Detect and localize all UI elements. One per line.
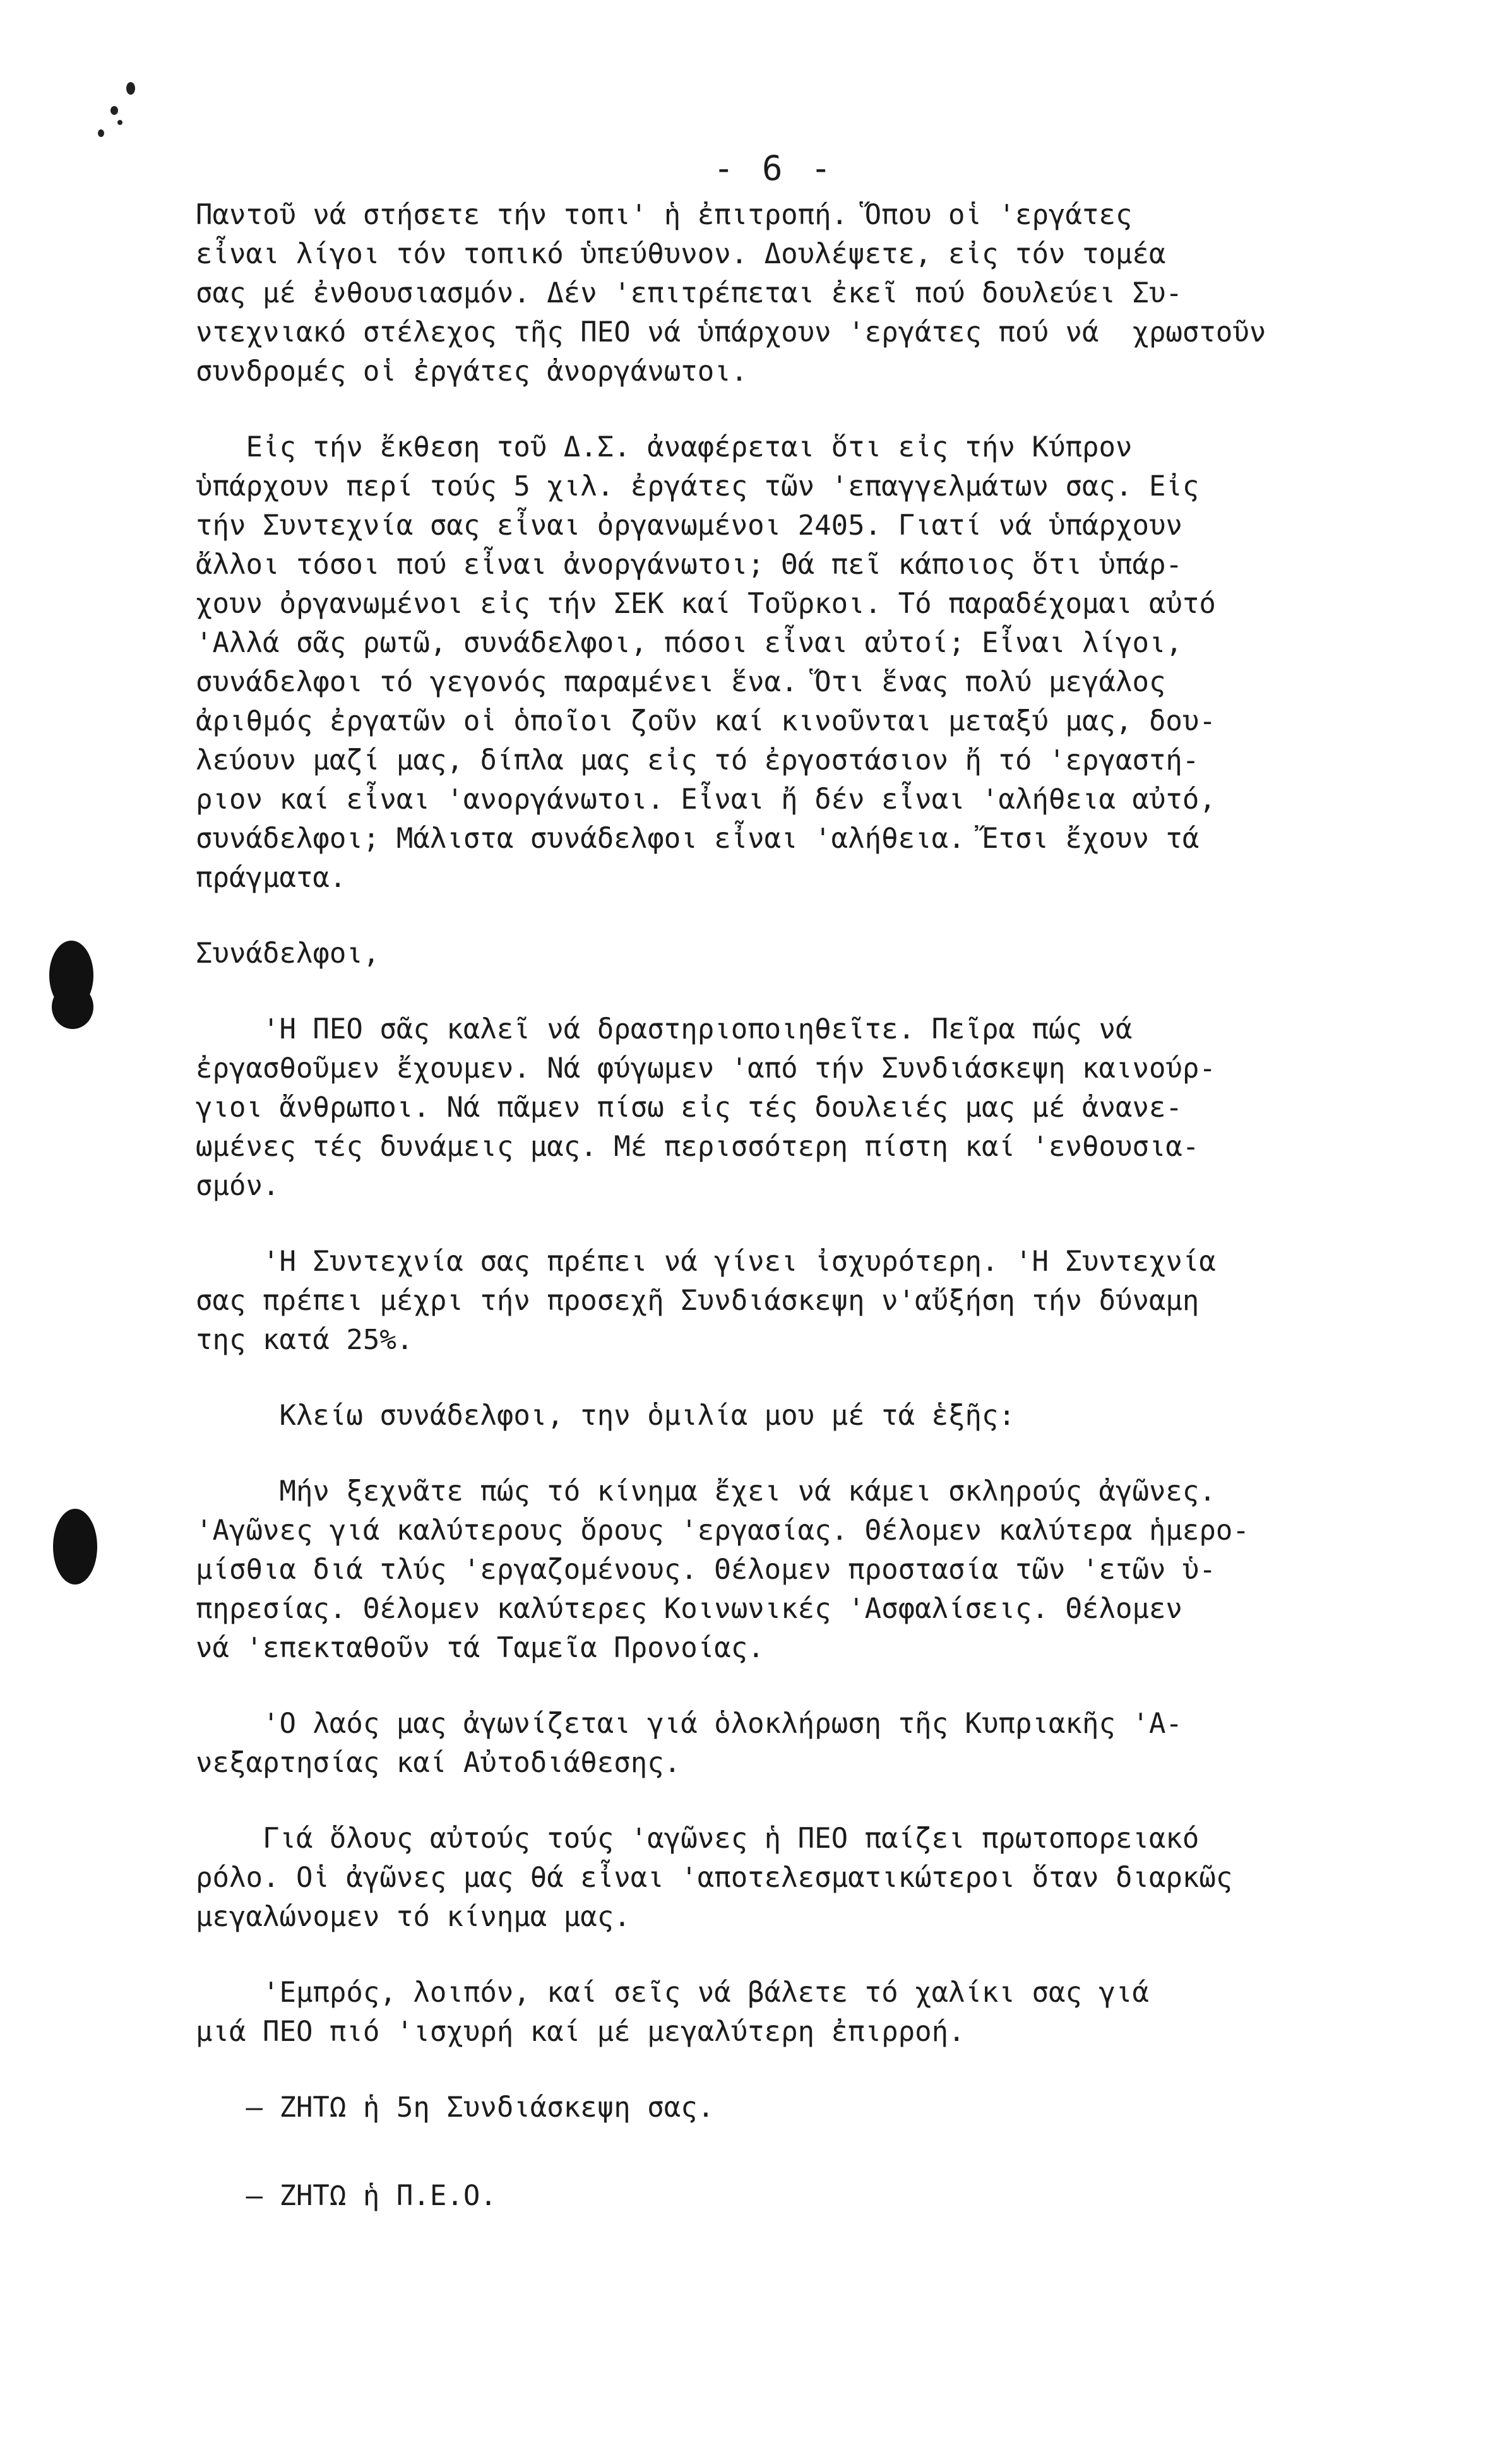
- text-line: σας πρέπει μέχρι τήν προσεχῆ Συνδιάσκεψη ν'αὔξήση τήν δύναμη: [196, 1285, 1199, 1317]
- closing-slogans: [196, 2088, 1420, 2216]
- text-line: ἐργασθοῦμεν ἔχουμεν. Νά φύγωμεν 'από τήν Συνδιάσκεψη καινούρ-: [196, 1052, 1216, 1085]
- text-line: πράγματα.: [196, 862, 347, 894]
- text-line: συνδρομές οἱ ἐργάτες ἀνοργάνωτοι.: [196, 355, 748, 388]
- punch-hole-mark: [52, 985, 93, 1029]
- text-line: Γιά ὅλους αὐτούς τούς 'αγῶνες ἡ ΠΕΟ παίζει πρωτοπορειακό: [196, 1823, 1199, 1855]
- paragraph: [196, 1704, 1420, 1783]
- paragraph: [196, 1010, 1420, 1206]
- slogan-line: — ΖΗΤΩ ἡ 5η Συνδιάσκεψη σας.: [196, 2091, 715, 2124]
- paragraph: [196, 1973, 1420, 2052]
- text-line: μίσθια διά τλύς 'εργαζομένους. Θέλομεν προστασία τῶν 'ετῶν ὑ-: [196, 1554, 1216, 1586]
- text-line: εἶναι λίγοι τόν τοπικό ὑπεύθυνον. Δουλέψετε, εἰς τόν τομέα: [196, 238, 1166, 270]
- text-line: τήν Συντεχνία σας εἶναι ὀργανωμένοι 2405. Γιατί νά ὑπάρχουν: [196, 509, 1182, 542]
- text-line: 'Η Συντεχνία σας πρέπει νά γίνει ἰσχυρότερη. 'Η Συντεχνία: [196, 1246, 1216, 1278]
- paragraph: [196, 1472, 1420, 1668]
- paragraph: [196, 428, 1420, 898]
- text-line: σας μέ ἐνθουσιασμόν. Δέν 'επιτρέπεται ἐκεῖ πού δουλεύει Συ-: [196, 277, 1182, 309]
- scan-speck: [117, 120, 122, 125]
- punch-hole-mark: [53, 1509, 97, 1585]
- paragraph: [196, 1819, 1420, 1937]
- text-line: νεξαρτησίας καί Αὐτοδιάθεσης.: [196, 1747, 681, 1779]
- text-line: ρόλο. Οἱ ἀγῶνες μας θά εἶναι 'αποτελεσματικώτεροι ὅταν διαρκῶς: [196, 1862, 1233, 1894]
- text-line: της κατά 25%.: [196, 1324, 414, 1356]
- paragraph: [196, 1242, 1420, 1360]
- paragraph: [196, 1396, 1420, 1436]
- slogan-line: — ΖΗΤΩ ἡ Π.Ε.Ο.: [196, 2180, 497, 2212]
- text-line: συνάδελφοι τό γεγονός παραμένει ἕνα. Ὅτι ἕνας πολύ μεγάλος: [196, 666, 1166, 698]
- text-line: 'Αλλά σᾶς ρωτῶ, συνάδελφοι, πόσοι εἶναι αὐτοί; Εἶναι λίγοι,: [196, 627, 1182, 659]
- text-line: ριον καί εἶναι 'ανοργάνωτοι. Εἶναι ἤ δέν εἶναι 'αλήθεια αὐτό,: [196, 783, 1216, 816]
- text-line: Μήν ξεχνᾶτε πώς τό κίνημα ἔχει νά κάμει σκληρούς ἀγῶνες.: [196, 1475, 1216, 1508]
- text-line: Συνάδελφοι,: [196, 937, 380, 970]
- letter-body: [196, 196, 1420, 2265]
- scan-speck: [98, 129, 104, 137]
- text-line: γιοι ἄνθρωποι. Νά πᾶμεν πίσω εἰς τές δουλειές μας μέ ἀνανε-: [196, 1091, 1182, 1124]
- text-line: 'Η ΠΕΟ σᾶς καλεῖ νά δραστηριοποιηθεῖτε. Πεῖρα πώς νά: [196, 1013, 1133, 1045]
- text-line: λεύουν μαζί μας, δίπλα μας εἰς τό ἐργοστάσιον ἤ τό 'εργαστή-: [196, 744, 1199, 776]
- page-number: - 6 -: [713, 148, 835, 188]
- text-line: ωμένες τές δυνάμεις μας. Μέ περισσότερη πίστη καί 'ενθουσια-: [196, 1131, 1199, 1163]
- text-line: ἀριθμός ἐργατῶν οἱ ὁποῖοι ζοῦν καί κινοῦνται μεταξύ μας, δου-: [196, 705, 1216, 737]
- text-line: 'Αγῶνες γιά καλύτερους ὅρους 'εργασίας. Θέλομεν καλύτερα ἡμερο-: [196, 1514, 1249, 1547]
- text-line: μεγαλώνομεν τό κίνημα μας.: [196, 1901, 631, 1933]
- text-line: σμόν.: [196, 1170, 280, 1202]
- text-line: 'Εμπρός, λοιπόν, καί σεῖς νά βάλετε τό χαλίκι σας γιά: [196, 1977, 1149, 2009]
- scan-speck: [126, 82, 135, 95]
- text-line: πηρεσίας. Θέλομεν καλύτερες Κοινωνικές 'Ασφαλίσεις. Θέλομεν: [196, 1593, 1182, 1625]
- text-line: συνάδελφοι; Μάλιστα συνάδελφοι εἶναι 'αλήθεια. Ἔτσι ἔχουν τά: [196, 823, 1199, 855]
- scan-speck: [110, 106, 118, 115]
- text-line: ντεχνιακό στέλεχος τῆς ΠΕΟ νά ὑπάρχουν 'εργάτες πού νά χρωστοῦν: [196, 316, 1266, 348]
- text-line: χουν ὀργανωμένοι εἰς τήν ΣΕΚ καί Τοῦρκοι. Τό παραδέχομαι αὐτό: [196, 588, 1216, 620]
- text-line: Εἰς τήν ἔκθεση τοῦ Δ.Σ. ἀναφέρεται ὅτι εἰς τήν Κύπρον: [196, 431, 1133, 463]
- text-line: νά 'επεκταθοῦν τά Ταμεῖα Προνοίας.: [196, 1632, 765, 1664]
- text-line: Παντοῦ νά στήσετε τήν τοπι' ἡ ἐπιτροπή. Ὅπου οἱ 'εργάτες: [196, 199, 1133, 231]
- text-line: ἄλλοι τόσοι πού εἶναι ἀνοργάνωτοι; Θά πεῖ κάποιος ὅτι ὑπάρ-: [196, 549, 1182, 581]
- text-line: ὑπάρχουν περί τούς 5 χιλ. ἐργάτες τῶν 'επαγγελμάτων σας. Εἰς: [196, 470, 1199, 503]
- salutation: [196, 934, 1420, 973]
- paragraph: [196, 196, 1420, 391]
- text-line: Κλείω συνάδελφοι, την ὁμιλία μου μέ τά ἑξῆς:: [196, 1400, 1016, 1432]
- text-line: μιά ΠΕΟ πιό 'ισχυρή καί μέ μεγαλύτερη ἐπιρροή.: [196, 2016, 965, 2048]
- text-line: 'Ο λαός μας ἀγωνίζεται γιά ὁλοκλήρωση τῆς Κυπριακῆς 'Α-: [196, 1708, 1182, 1740]
